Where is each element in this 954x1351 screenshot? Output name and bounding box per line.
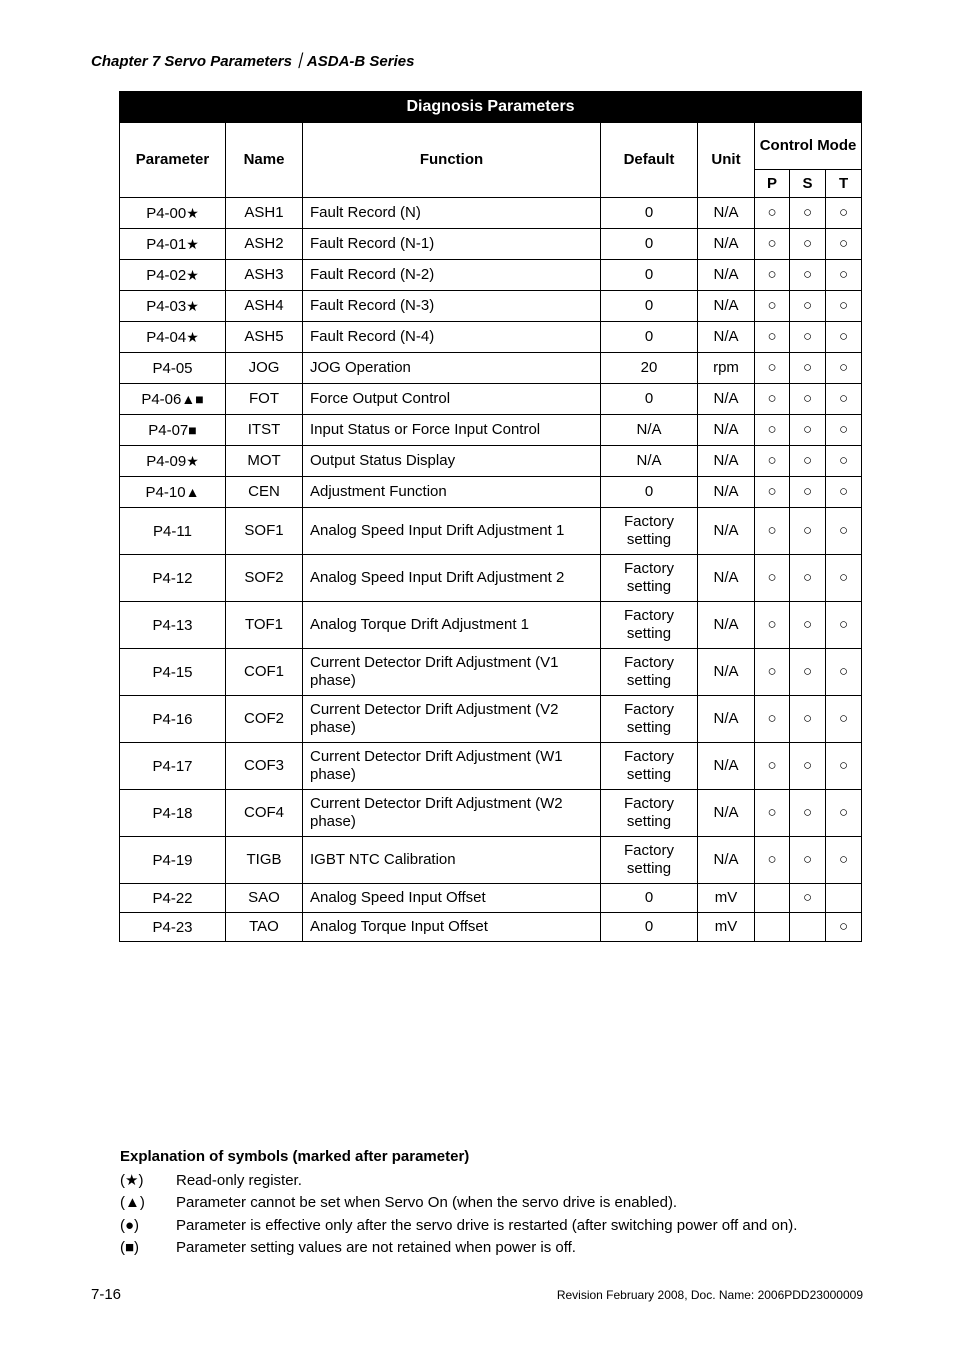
default-cell: 0 (601, 384, 698, 415)
table-row (120, 322, 862, 353)
default-cell: Factory setting (601, 790, 698, 837)
default-cell: 0 (601, 884, 698, 913)
default-cell: Factory setting (601, 649, 698, 696)
function-cell: Analog Speed Input Drift Adjustment 1 (303, 508, 601, 555)
function-cell: Fault Record (N-4) (303, 322, 601, 353)
mode-p-cell: ○ (755, 198, 790, 229)
param-cell (120, 696, 226, 743)
function-cell: Analog Speed Input Drift Adjustment 2 (303, 555, 601, 602)
name-cell: SOF1 (226, 508, 303, 555)
name-cell: ITST (226, 415, 303, 446)
param-id: P4-18 (152, 804, 193, 822)
mode-s-cell: ○ (790, 322, 826, 353)
function-cell: IGBT NTC Calibration (303, 837, 601, 884)
param-cell (120, 743, 226, 790)
mode-p-cell: ○ (755, 384, 790, 415)
table-row (120, 198, 862, 229)
name-cell: SOF2 (226, 555, 303, 602)
name-cell: ASH2 (226, 229, 303, 260)
col-header-p: P (755, 170, 790, 198)
name-cell: TAO (226, 913, 303, 942)
table-row (120, 415, 862, 446)
default-cell: 0 (601, 198, 698, 229)
param-symbol-icon: ★ (186, 297, 199, 314)
param-id: P4-16 (152, 710, 193, 728)
param-id: P4-19 (152, 851, 193, 869)
symbol-legend (120, 1148, 797, 1259)
param-id: P4-23 (152, 918, 193, 936)
mode-s-cell: ○ (790, 508, 826, 555)
legend-title: Explanation of symbols (marked after parameter) (120, 1148, 470, 1165)
unit-cell: N/A (698, 602, 755, 649)
name-cell: COF4 (226, 790, 303, 837)
param-symbol-icon: ▲■ (181, 390, 204, 407)
param-cell (120, 198, 226, 229)
mode-p-cell: ○ (755, 322, 790, 353)
default-cell: 0 (601, 913, 698, 942)
param-cell (120, 477, 226, 508)
table-row (120, 790, 862, 837)
mode-t-cell: ○ (826, 353, 862, 384)
param-id: P4-05 (152, 359, 193, 377)
mode-p-cell: ○ (755, 229, 790, 260)
default-cell: Factory setting (601, 696, 698, 743)
mode-s-cell: ○ (790, 260, 826, 291)
mode-p-cell: ○ (755, 555, 790, 602)
param-cell (120, 384, 226, 415)
table-row (120, 477, 862, 508)
param-symbol-icon: ★ (186, 452, 199, 469)
legend-text: Parameter cannot be set when Servo On (when the servo drive is enabled). (176, 1194, 678, 1212)
mode-s-cell: ○ (790, 384, 826, 415)
function-cell: Output Status Display (303, 446, 601, 477)
mode-s-cell: ○ (790, 649, 826, 696)
name-cell: ASH5 (226, 322, 303, 353)
mode-t-cell: ○ (826, 477, 862, 508)
param-id: P4-06 (141, 390, 182, 408)
unit-cell: N/A (698, 790, 755, 837)
mode-t-cell: ○ (826, 555, 862, 602)
mode-t-cell: ○ (826, 913, 862, 942)
param-cell (120, 508, 226, 555)
name-cell: ASH3 (226, 260, 303, 291)
default-cell: 0 (601, 260, 698, 291)
param-id: P4-12 (152, 569, 193, 587)
revision-note: Revision February 2008, Doc. Name: 2006PDD23000009 (556, 1288, 863, 1302)
param-id: P4-10 (145, 483, 186, 501)
mode-s-cell: ○ (790, 198, 826, 229)
function-cell: Adjustment Function (303, 477, 601, 508)
unit-cell: N/A (698, 555, 755, 602)
param-id: P4-07 (148, 421, 189, 439)
mode-s-cell: ○ (790, 477, 826, 508)
unit-cell: N/A (698, 477, 755, 508)
mode-p-cell (755, 913, 790, 942)
unit-cell: N/A (698, 260, 755, 291)
mode-p-cell: ○ (755, 415, 790, 446)
table-row (120, 884, 862, 913)
mode-p-cell: ○ (755, 446, 790, 477)
param-symbol-icon: ★ (186, 235, 199, 252)
table-row (120, 353, 862, 384)
name-cell: CEN (226, 477, 303, 508)
mode-p-cell: ○ (755, 649, 790, 696)
default-cell: N/A (601, 446, 698, 477)
function-cell: Input Status or Force Input Control (303, 415, 601, 446)
legend-symbol-icon: (★) (120, 1172, 144, 1190)
col-header-name: Name (226, 123, 303, 198)
default-cell: 0 (601, 322, 698, 353)
param-symbol-icon: ★ (186, 328, 199, 345)
param-cell (120, 353, 226, 384)
name-cell: JOG (226, 353, 303, 384)
param-id: P4-22 (152, 889, 193, 907)
mode-t-cell: ○ (826, 229, 862, 260)
name-cell: MOT (226, 446, 303, 477)
default-cell: Factory setting (601, 508, 698, 555)
param-id: P4-13 (152, 616, 193, 634)
table-row (120, 696, 862, 743)
mode-t-cell (826, 884, 862, 913)
mode-p-cell: ○ (755, 602, 790, 649)
function-cell: Current Detector Drift Adjustment (V1 phase) (303, 649, 601, 696)
param-cell (120, 790, 226, 837)
col-header-control-mode: Control Mode (755, 123, 862, 170)
mode-t-cell: ○ (826, 743, 862, 790)
mode-t-cell: ○ (826, 649, 862, 696)
unit-cell: N/A (698, 415, 755, 446)
table-row (120, 602, 862, 649)
mode-s-cell (790, 913, 826, 942)
mode-s-cell: ○ (790, 837, 826, 884)
param-cell (120, 649, 226, 696)
mode-p-cell: ○ (755, 790, 790, 837)
param-cell (120, 602, 226, 649)
legend-text: Read-only register. (176, 1171, 302, 1189)
default-cell: 0 (601, 229, 698, 260)
param-id: P4-01 (146, 235, 187, 253)
default-cell: Factory setting (601, 837, 698, 884)
page-header: Chapter 7 Servo Parameters｜ASDA-B Series (91, 53, 415, 70)
param-cell (120, 291, 226, 322)
function-cell: JOG Operation (303, 353, 601, 384)
mode-t-cell: ○ (826, 446, 862, 477)
legend-symbol-icon: (●) (120, 1216, 140, 1234)
mode-s-cell: ○ (790, 229, 826, 260)
legend-symbol-icon: (▲) (120, 1194, 145, 1212)
mode-p-cell: ○ (755, 508, 790, 555)
col-header-parameter: Parameter (120, 123, 226, 198)
param-symbol-icon: ★ (186, 204, 199, 221)
col-header-t: T (826, 170, 862, 198)
legend-item (120, 1192, 797, 1215)
mode-p-cell: ○ (755, 260, 790, 291)
mode-t-cell: ○ (826, 696, 862, 743)
param-cell (120, 260, 226, 291)
default-cell: Factory setting (601, 555, 698, 602)
mode-p-cell: ○ (755, 696, 790, 743)
function-cell: Fault Record (N-1) (303, 229, 601, 260)
legend-item (120, 1237, 797, 1260)
mode-p-cell: ○ (755, 291, 790, 322)
table-row (120, 649, 862, 696)
unit-cell: N/A (698, 322, 755, 353)
function-cell: Current Detector Drift Adjustment (V2 phase) (303, 696, 601, 743)
mode-p-cell: ○ (755, 353, 790, 384)
unit-cell: N/A (698, 229, 755, 260)
mode-s-cell: ○ (790, 353, 826, 384)
param-symbol-icon: ■ (188, 421, 197, 438)
mode-s-cell: ○ (790, 790, 826, 837)
mode-s-cell: ○ (790, 602, 826, 649)
default-cell: Factory setting (601, 602, 698, 649)
unit-cell: rpm (698, 353, 755, 384)
param-cell (120, 229, 226, 260)
function-cell: Analog Torque Drift Adjustment 1 (303, 602, 601, 649)
mode-p-cell: ○ (755, 837, 790, 884)
mode-t-cell: ○ (826, 384, 862, 415)
param-cell (120, 322, 226, 353)
diagnosis-parameters-table (119, 91, 862, 942)
param-cell (120, 446, 226, 477)
col-header-s: S (790, 170, 826, 198)
name-cell: SAO (226, 884, 303, 913)
unit-cell: N/A (698, 837, 755, 884)
param-id: P4-04 (146, 328, 187, 346)
table-row (120, 913, 862, 942)
param-cell (120, 837, 226, 884)
unit-cell: N/A (698, 649, 755, 696)
table-row (120, 508, 862, 555)
mode-s-cell: ○ (790, 446, 826, 477)
mode-t-cell: ○ (826, 508, 862, 555)
param-id: P4-17 (152, 757, 193, 775)
legend-symbol-icon: (■) (120, 1239, 140, 1257)
name-cell: ASH4 (226, 291, 303, 322)
name-cell: ASH1 (226, 198, 303, 229)
default-cell: 20 (601, 353, 698, 384)
param-id: P4-03 (146, 297, 187, 315)
mode-t-cell: ○ (826, 322, 862, 353)
unit-cell: mV (698, 884, 755, 913)
function-cell: Analog Speed Input Offset (303, 884, 601, 913)
name-cell: TOF1 (226, 602, 303, 649)
param-id: P4-00 (146, 204, 187, 222)
default-cell: 0 (601, 477, 698, 508)
function-cell: Fault Record (N) (303, 198, 601, 229)
unit-cell: N/A (698, 384, 755, 415)
param-symbol-icon: ★ (186, 266, 199, 283)
param-symbol-icon: ▲ (185, 483, 200, 500)
mode-s-cell: ○ (790, 696, 826, 743)
name-cell: COF3 (226, 743, 303, 790)
legend-item (120, 1214, 797, 1237)
name-cell: TIGB (226, 837, 303, 884)
page-number: 7-16 (91, 1286, 122, 1303)
unit-cell: N/A (698, 696, 755, 743)
param-cell (120, 555, 226, 602)
mode-s-cell: ○ (790, 743, 826, 790)
mode-t-cell: ○ (826, 260, 862, 291)
function-cell: Fault Record (N-3) (303, 291, 601, 322)
function-cell: Fault Record (N-2) (303, 260, 601, 291)
mode-s-cell: ○ (790, 415, 826, 446)
function-cell: Force Output Control (303, 384, 601, 415)
unit-cell: N/A (698, 446, 755, 477)
table-row (120, 260, 862, 291)
default-cell: 0 (601, 291, 698, 322)
mode-t-cell: ○ (826, 415, 862, 446)
default-cell: Factory setting (601, 743, 698, 790)
param-id: P4-11 (153, 522, 192, 540)
table-row (120, 229, 862, 260)
mode-t-cell: ○ (826, 602, 862, 649)
function-cell: Current Detector Drift Adjustment (W1 phase) (303, 743, 601, 790)
table-row (120, 384, 862, 415)
legend-text: Parameter setting values are not retained when power is off. (176, 1239, 576, 1257)
name-cell: FOT (226, 384, 303, 415)
col-header-default: Default (601, 123, 698, 198)
mode-t-cell: ○ (826, 790, 862, 837)
param-cell (120, 913, 226, 942)
param-id: P4-02 (146, 266, 187, 284)
default-cell: N/A (601, 415, 698, 446)
param-id: P4-15 (152, 663, 193, 681)
mode-t-cell: ○ (826, 837, 862, 884)
table-row (120, 291, 862, 322)
mode-t-cell: ○ (826, 291, 862, 322)
unit-cell: N/A (698, 198, 755, 229)
function-cell: Analog Torque Input Offset (303, 913, 601, 942)
col-header-unit: Unit (698, 123, 755, 198)
table-row (120, 837, 862, 884)
legend-text: Parameter is effective only after the servo drive is restarted (after switching power off and on). (176, 1216, 798, 1234)
mode-t-cell: ○ (826, 198, 862, 229)
param-cell (120, 884, 226, 913)
mode-p-cell: ○ (755, 477, 790, 508)
legend-item (120, 1169, 797, 1192)
col-header-function: Function (303, 123, 601, 198)
table-title: Diagnosis Parameters (120, 92, 862, 123)
unit-cell: N/A (698, 743, 755, 790)
name-cell: COF2 (226, 696, 303, 743)
unit-cell: N/A (698, 291, 755, 322)
mode-s-cell: ○ (790, 291, 826, 322)
mode-p-cell (755, 884, 790, 913)
function-cell: Current Detector Drift Adjustment (W2 phase) (303, 790, 601, 837)
param-id: P4-09 (146, 452, 187, 470)
table-row (120, 555, 862, 602)
unit-cell: N/A (698, 508, 755, 555)
table-row (120, 446, 862, 477)
unit-cell: mV (698, 913, 755, 942)
param-cell (120, 415, 226, 446)
table-row (120, 743, 862, 790)
mode-s-cell: ○ (790, 884, 826, 913)
name-cell: COF1 (226, 649, 303, 696)
mode-p-cell: ○ (755, 743, 790, 790)
mode-s-cell: ○ (790, 555, 826, 602)
